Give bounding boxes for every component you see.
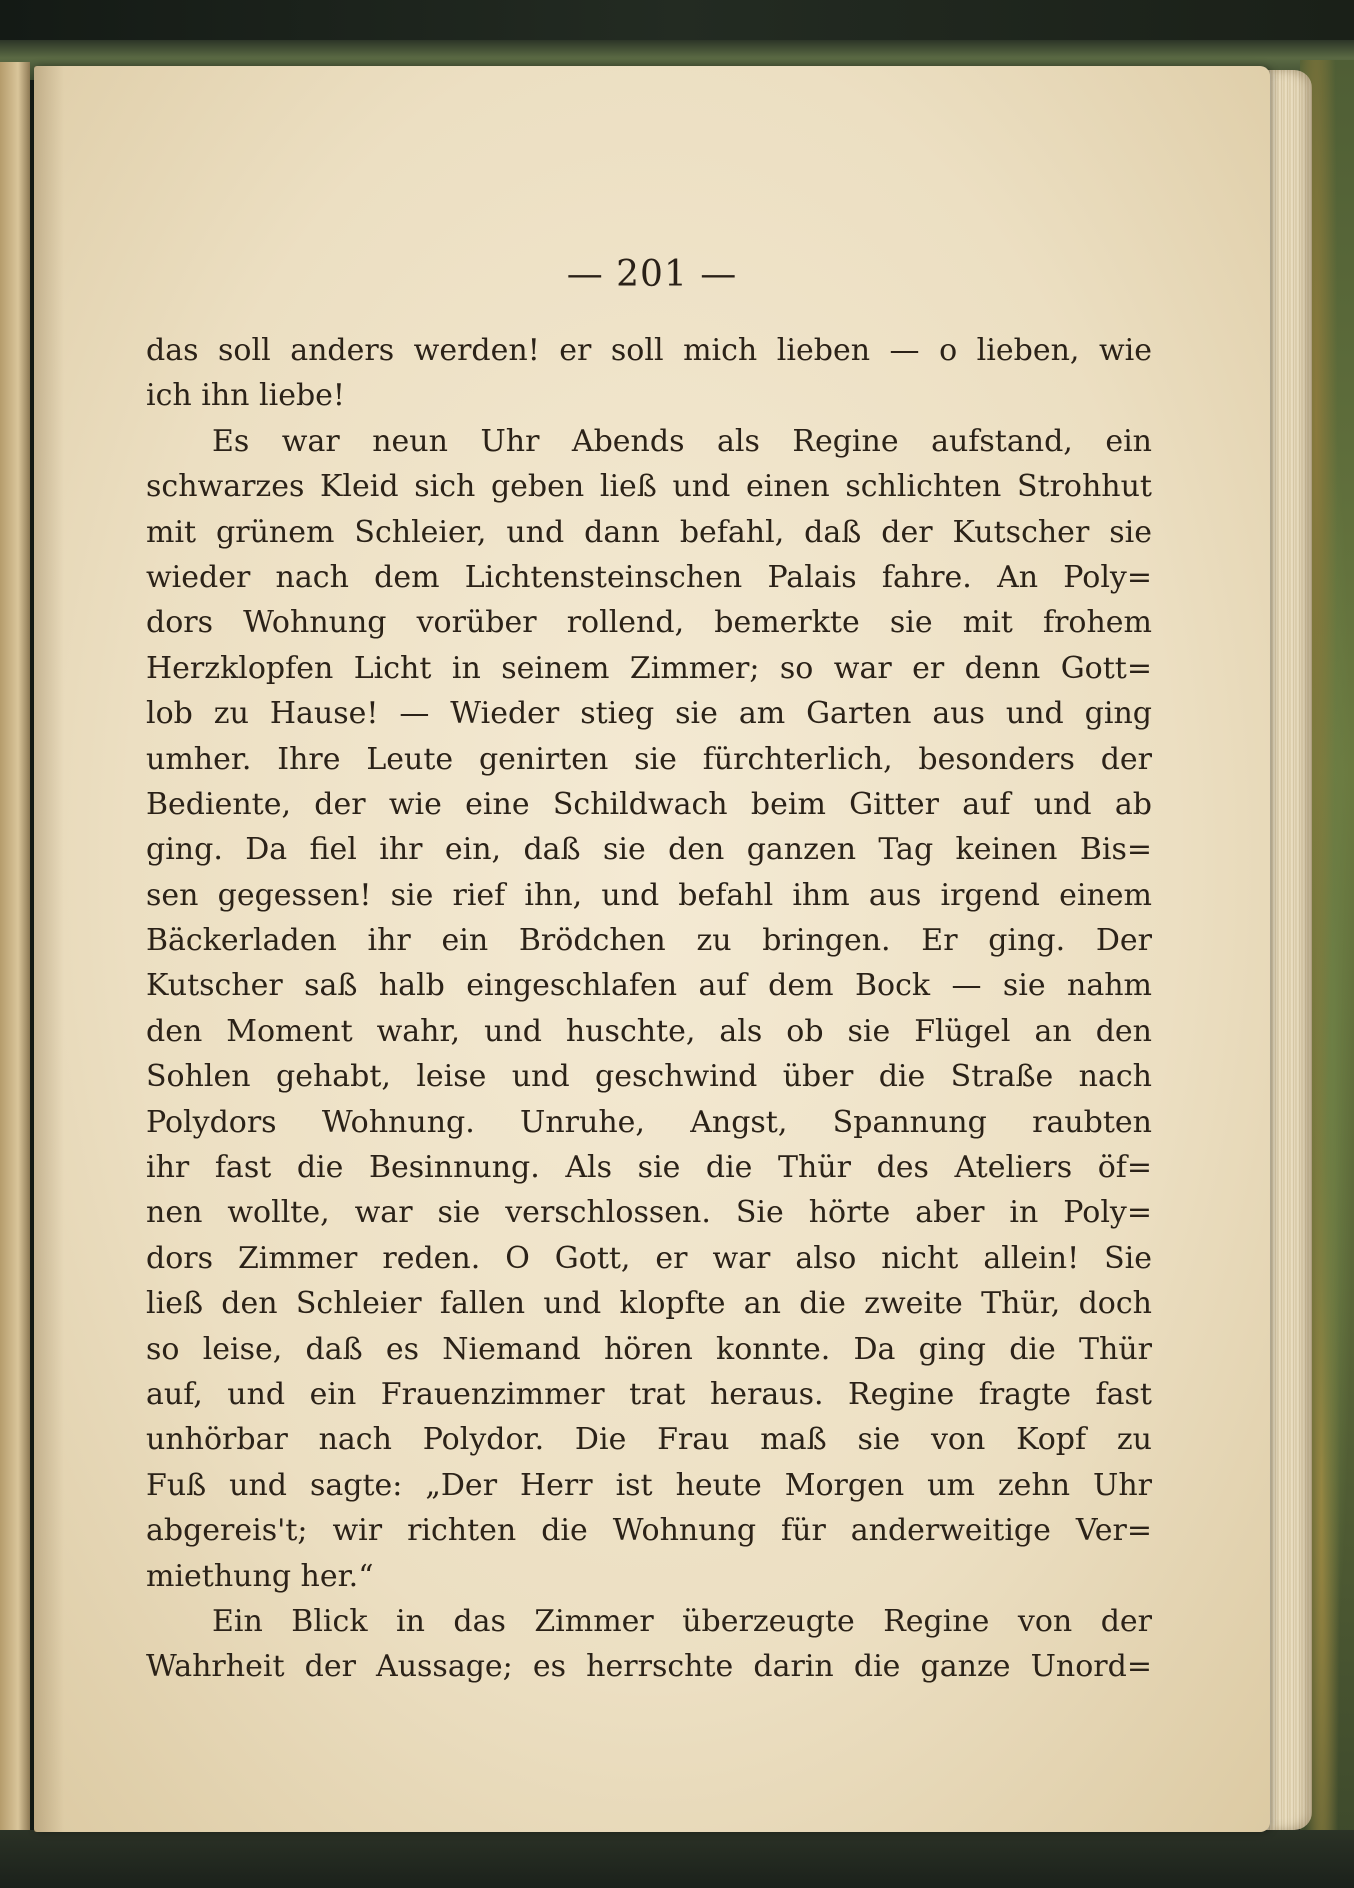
text-line: Ein Blick in das Zimmer überzeugte Regine von der [212,1603,1152,1639]
text-line: den Moment wahr, und huschte, als ob sie Flügel an den [146,1013,1152,1049]
text-line: Bediente, der wie eine Schildwach beim Gitter auf und ab [146,786,1152,822]
text-line: ihr fast die Besinnung. Als sie die Thür des Ateliers öf= [146,1150,1152,1186]
text-line: Herzklopfen Licht in seinem Zimmer; so war er denn Gott= [146,650,1152,686]
text-line: so leise, daß es Niemand hören konnte. Da ging die Thür [146,1331,1152,1367]
text-line: lob zu Hause! — Wieder stieg sie am Garten aus und ging [146,696,1152,732]
text-line: sen gegessen! sie rief ihn, und befahl ihm aus irgend einem [146,877,1152,913]
text-line: dors Zimmer reden. O Gott, er war also nicht allein! Sie [146,1240,1152,1276]
text-line: Fuß und sagte: „Der Herr ist heute Morgen um zehn Uhr [146,1467,1152,1503]
text-line: miethung her.“ [146,1558,374,1594]
text-line: ging. Da fiel ihr ein, daß sie den ganzen Tag keinen Bis= [146,832,1152,868]
text-line: dors Wohnung vorüber rollend, bemerkte sie mit frohem [146,605,1152,641]
text-line: Sohlen gehabt, leise und geschwind über die Straße nach [146,1059,1152,1095]
text-line: das soll anders werden! er soll mich lieben — o lieben, wie [146,333,1152,368]
previous-page-edge [0,62,30,1832]
text-line: wieder nach dem Lichtensteinschen Palais fahre. An Poly= [146,559,1152,595]
text-line: Wahrheit der Aussage; es herrschte darin die ganze Unord= [146,1649,1152,1685]
book-page [34,66,1270,1832]
text-line: ließ den Schleier fallen und klopfte an die zweite Thür, doch [146,1286,1152,1322]
page-body-text [146,328,1152,1690]
text-line: Polydors Wohnung. Unruhe, Angst, Spannung raubten [146,1104,1152,1140]
book-cover-bottom-edge [0,1830,1354,1888]
text-line: auf, und ein Frauenzimmer trat heraus. Regine fragte fast [146,1376,1152,1412]
text-line: nen wollte, war sie verschlossen. Sie hörte aber in Poly= [146,1195,1152,1231]
text-line: schwarzes Kleid sich geben ließ und einen schlichten Strohhut [146,469,1152,505]
text-line: mit grünem Schleier, und dann befahl, daß der Kutscher sie [146,514,1152,550]
text-line: abgereis't; wir richten die Wohnung für anderweitige Ver= [146,1513,1152,1549]
text-line: Es war neun Uhr Abends als Regine aufstand, ein [212,423,1152,459]
text-line: unhörbar nach Polydor. Die Frau maß sie von Kopf zu [146,1422,1152,1458]
text-line: Bäckerladen ihr ein Brödchen zu bringen. Er ging. Der [146,923,1152,959]
text-line: ich ihn liebe! [146,378,345,414]
page-number: — 201 — [566,254,738,295]
text-line: umher. Ihre Leute genirten sie fürchterlich, besonders der [146,741,1152,777]
text-line: Kutscher saß halb eingeschlafen auf dem Bock — sie nahm [146,968,1152,1004]
